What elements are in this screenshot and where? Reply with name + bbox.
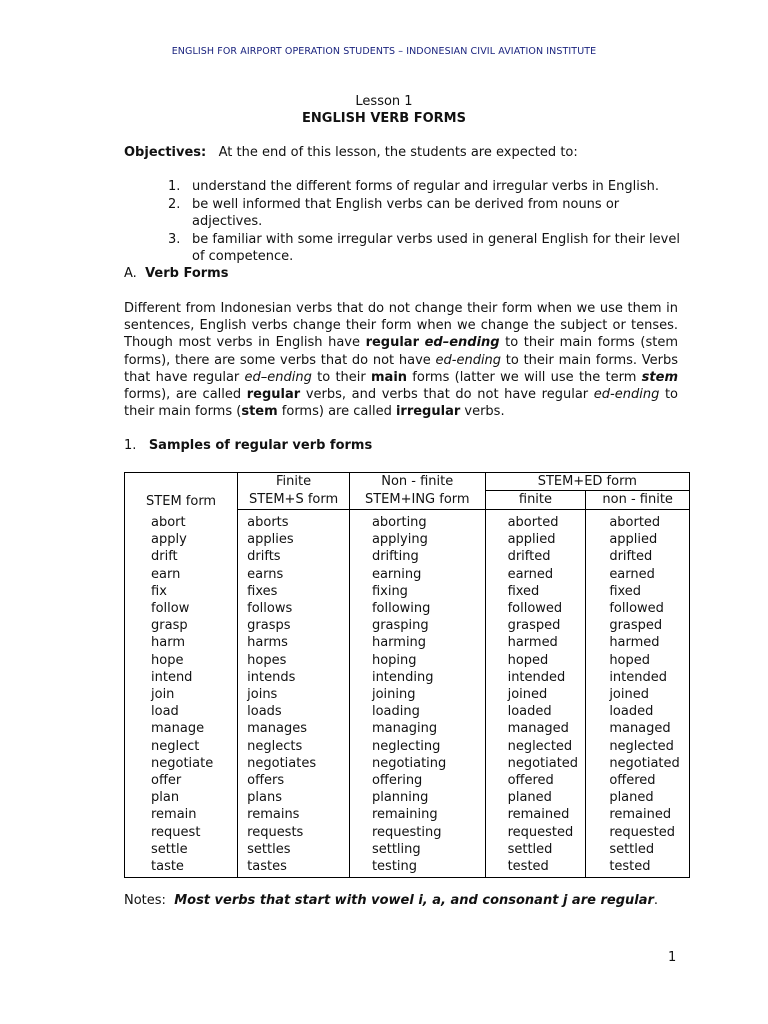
table-row [125, 738, 690, 755]
text-run: forms), are called [124, 387, 247, 403]
table-row [125, 806, 690, 823]
lesson-number: Lesson 1 [355, 94, 413, 109]
table-row [125, 824, 690, 841]
stem-ing-cell: harming [349, 634, 485, 651]
stem-ing-cell: offering [349, 772, 485, 789]
stem-s-cell: plans [238, 789, 350, 806]
stem-form-cell: settle [125, 841, 238, 858]
stem-ed-finite-cell: applied [485, 531, 586, 548]
table-row [125, 686, 690, 703]
stem-ed-nonfinite-cell: harmed [586, 634, 690, 651]
stem-ed-finite-cell: negotiated [485, 755, 586, 772]
stem-form-cell: hope [125, 652, 238, 669]
stem-ed-nonfinite-cell: followed [586, 600, 690, 617]
stem-form-cell: taste [125, 858, 238, 875]
stem-ed-nonfinite-cell: grasped [586, 617, 690, 634]
stem-form-cell: drift [125, 548, 238, 565]
stem-ed-nonfinite-cell: tested [586, 858, 690, 875]
notes-text: Most verbs that start with vowel i, a, and consonant j are regular [174, 893, 654, 908]
table-row [125, 600, 690, 617]
stem-form-cell: abort [125, 514, 238, 531]
stem-form-cell: harm [125, 634, 238, 651]
running-header: ENGLISH FOR AIRPORT OPERATION STUDENTS – INDONESIAN CIVIL AVIATION INSTITUTE [171, 46, 597, 57]
stem-ing-cell: requesting [349, 824, 485, 841]
stem-s-cell: negotiates [238, 755, 350, 772]
objectives-list [168, 178, 688, 266]
subsection-number: 1. [124, 438, 137, 453]
text-run: verbs. [460, 404, 505, 420]
stem-ed-nonfinite-cell: neglected [586, 738, 690, 755]
stem-ed-finite-cell: joined [485, 686, 586, 703]
table-row [125, 634, 690, 651]
table-row [125, 703, 690, 720]
stem-ed-nonfinite-cell: drifted [586, 548, 690, 565]
objectives-line [124, 145, 684, 160]
text-run: ed-ending [435, 352, 502, 368]
stem-form-cell: fix [125, 583, 238, 600]
objective-number: 2. [168, 196, 181, 212]
stem-ed-nonfinite-cell: planed [586, 789, 690, 806]
stem-s-cell: drifts [238, 548, 350, 565]
header-finite-bottom: STEM+S form [238, 491, 350, 510]
stem-ed-finite-cell: followed [485, 600, 586, 617]
stem-s-cell: remains [238, 806, 350, 823]
stem-ed-finite-cell: settled [485, 841, 586, 858]
table-row [125, 755, 690, 772]
stem-ed-nonfinite-cell: negotiated [586, 755, 690, 772]
stem-ed-finite-cell: grasped [485, 617, 586, 634]
objective-number: 1. [168, 179, 181, 194]
stem-s-cell: neglects [238, 738, 350, 755]
stem-ed-nonfinite-cell: intended [586, 669, 690, 686]
stem-form-cell: offer [125, 772, 238, 789]
stem-ing-cell: remaining [349, 806, 485, 823]
table-row [125, 720, 690, 737]
table-header-row [125, 473, 690, 491]
stem-ing-cell: planning [349, 789, 485, 806]
stem-ed-finite-cell: fixed [485, 583, 586, 600]
lesson-title: ENGLISH VERB FORMS [302, 111, 466, 126]
section-heading [124, 266, 228, 281]
stem-ing-cell: loading [349, 703, 485, 720]
stem-s-cell: settles [238, 841, 350, 858]
stem-form-cell: intend [125, 669, 238, 686]
stem-s-cell: joins [238, 686, 350, 703]
text-run: ed-ending [593, 387, 660, 403]
verb-forms-table [124, 472, 690, 878]
stem-ed-finite-cell: aborted [485, 514, 586, 531]
subsection-heading [124, 438, 372, 453]
objective-number: 3. [168, 231, 181, 247]
text-run: to their [311, 369, 371, 385]
text-run: irregular [395, 404, 461, 420]
stem-ing-cell: hoping [349, 652, 485, 669]
objective-text: be familiar with some irregular verbs used in general English for their level of competence. [192, 231, 680, 264]
table-row [125, 548, 690, 565]
stem-ing-cell: earning [349, 566, 485, 583]
header-nonfinite-top: Non - finite [349, 473, 485, 491]
table-row [125, 566, 690, 583]
stem-s-cell: applies [238, 531, 350, 548]
objective-text: understand the different forms of regular and irregular verbs in English. [192, 179, 659, 194]
objective-item [168, 196, 688, 231]
table-bottom-row [125, 875, 690, 878]
stem-ed-nonfinite-cell: applied [586, 531, 690, 548]
text-run: to their main forms (stem forms), there are some verbs that do not have [124, 335, 678, 368]
stem-ing-cell: settling [349, 841, 485, 858]
stem-ed-nonfinite-cell: aborted [586, 514, 690, 531]
stem-ed-finite-cell: remained [485, 806, 586, 823]
stem-s-cell: fixes [238, 583, 350, 600]
stem-ing-cell: drifting [349, 548, 485, 565]
stem-ed-nonfinite-cell: hoped [586, 652, 690, 669]
table-row [125, 669, 690, 686]
stem-ing-cell: fixing [349, 583, 485, 600]
stem-form-cell: follow [125, 600, 238, 617]
stem-form-cell: neglect [125, 738, 238, 755]
stem-s-cell: harms [238, 634, 350, 651]
text-run: stem [241, 404, 278, 420]
stem-form-cell: plan [125, 789, 238, 806]
header-finite-top: Finite [238, 473, 350, 491]
objectives-label: Objectives: [124, 145, 207, 160]
stem-form-cell: earn [125, 566, 238, 583]
stem-ing-cell: neglecting [349, 738, 485, 755]
stem-ed-nonfinite-cell: loaded [586, 703, 690, 720]
stem-s-cell: loads [238, 703, 350, 720]
stem-ed-finite-cell: harmed [485, 634, 586, 651]
stem-form-cell: remain [125, 806, 238, 823]
stem-s-cell: follows [238, 600, 350, 617]
stem-s-cell: grasps [238, 617, 350, 634]
stem-ed-nonfinite-cell: remained [586, 806, 690, 823]
stem-ed-finite-cell: earned [485, 566, 586, 583]
stem-s-cell: requests [238, 824, 350, 841]
text-run: regular [365, 335, 419, 351]
stem-ed-finite-cell: offered [485, 772, 586, 789]
table-row [125, 583, 690, 600]
stem-s-cell: aborts [238, 514, 350, 531]
stem-ing-cell: managing [349, 720, 485, 737]
stem-ed-finite-cell: tested [485, 858, 586, 875]
objective-item [168, 231, 688, 266]
stem-ed-finite-cell: drifted [485, 548, 586, 565]
stem-s-cell: earns [238, 566, 350, 583]
stem-ed-finite-cell: neglected [485, 738, 586, 755]
stem-s-cell: hopes [238, 652, 350, 669]
stem-ing-cell: intending [349, 669, 485, 686]
notes-line [124, 893, 658, 908]
stem-ed-finite-cell: managed [485, 720, 586, 737]
objective-item [168, 178, 688, 196]
text-run: to their main forms ( [124, 387, 679, 420]
stem-ing-cell: following [349, 600, 485, 617]
objectives-intro: At the end of this lesson, the students are expected to: [218, 145, 578, 160]
stem-ed-nonfinite-cell: earned [586, 566, 690, 583]
stem-ed-finite-cell: planed [485, 789, 586, 806]
stem-ed-nonfinite-cell: joined [586, 686, 690, 703]
stem-form-cell: manage [125, 720, 238, 737]
stem-ing-cell: applying [349, 531, 485, 548]
text-run: ed–ending [244, 369, 312, 385]
text-run: forms) are called [277, 404, 396, 420]
stem-form-cell: load [125, 703, 238, 720]
stem-ing-cell: negotiating [349, 755, 485, 772]
stem-ed-finite-cell: hoped [485, 652, 586, 669]
verb-forms-paragraph [124, 300, 678, 420]
text-run: regular [246, 387, 301, 403]
stem-s-cell: intends [238, 669, 350, 686]
stem-form-cell: request [125, 824, 238, 841]
header-stem: STEM form [125, 473, 238, 510]
text-run: forms (latter we will use the term [407, 369, 642, 385]
table-row [125, 789, 690, 806]
text-run: main [371, 369, 408, 385]
header-nonfinite-bottom: STEM+ING form [349, 491, 485, 510]
stem-s-cell: tastes [238, 858, 350, 875]
table-row [125, 531, 690, 548]
stem-form-cell: apply [125, 531, 238, 548]
text-run: Different from Indonesian verbs that do not change their form when we use them in sentences, English verbs change their form when we change the subject or tenses. Though most verbs in English have [124, 301, 678, 351]
stem-ed-nonfinite-cell: requested [586, 824, 690, 841]
header-ed-group: STEM+ED form [485, 473, 689, 491]
stem-ed-nonfinite-cell: fixed [586, 583, 690, 600]
subsection-title: Samples of regular verb forms [148, 438, 373, 453]
stem-form-cell: negotiate [125, 755, 238, 772]
stem-s-cell: manages [238, 720, 350, 737]
table-row [125, 858, 690, 875]
text-run: stem [641, 369, 678, 385]
notes-label: Notes: [124, 893, 166, 908]
table-row [125, 772, 690, 789]
header-ed-nonfinite: non - finite [586, 491, 690, 510]
table-row [125, 514, 690, 531]
section-title: Verb Forms [145, 266, 229, 281]
table-row [125, 652, 690, 669]
stem-ed-nonfinite-cell: offered [586, 772, 690, 789]
stem-ed-nonfinite-cell: settled [586, 841, 690, 858]
stem-form-cell: join [125, 686, 238, 703]
text-run: ed–ending [424, 335, 500, 351]
text-run: verbs, and verbs that do not have regular [300, 387, 594, 403]
table-row [125, 617, 690, 634]
header-ed-finite: finite [485, 491, 586, 510]
table-row [125, 841, 690, 858]
text-run: to their main forms. Verbs that have regular [124, 352, 678, 385]
section-letter: A. [124, 266, 137, 281]
page-number: 1 [668, 950, 677, 965]
stem-ing-cell: testing [349, 858, 485, 875]
stem-ed-finite-cell: loaded [485, 703, 586, 720]
stem-ed-finite-cell: intended [485, 669, 586, 686]
stem-ed-finite-cell: requested [485, 824, 586, 841]
stem-ed-nonfinite-cell: managed [586, 720, 690, 737]
objective-text: be well informed that English verbs can be derived from nouns or adjectives. [192, 196, 620, 229]
stem-ing-cell: aborting [349, 514, 485, 531]
stem-s-cell: offers [238, 772, 350, 789]
stem-ing-cell: joining [349, 686, 485, 703]
notes-end: . [653, 893, 659, 908]
stem-ing-cell: grasping [349, 617, 485, 634]
stem-form-cell: grasp [125, 617, 238, 634]
